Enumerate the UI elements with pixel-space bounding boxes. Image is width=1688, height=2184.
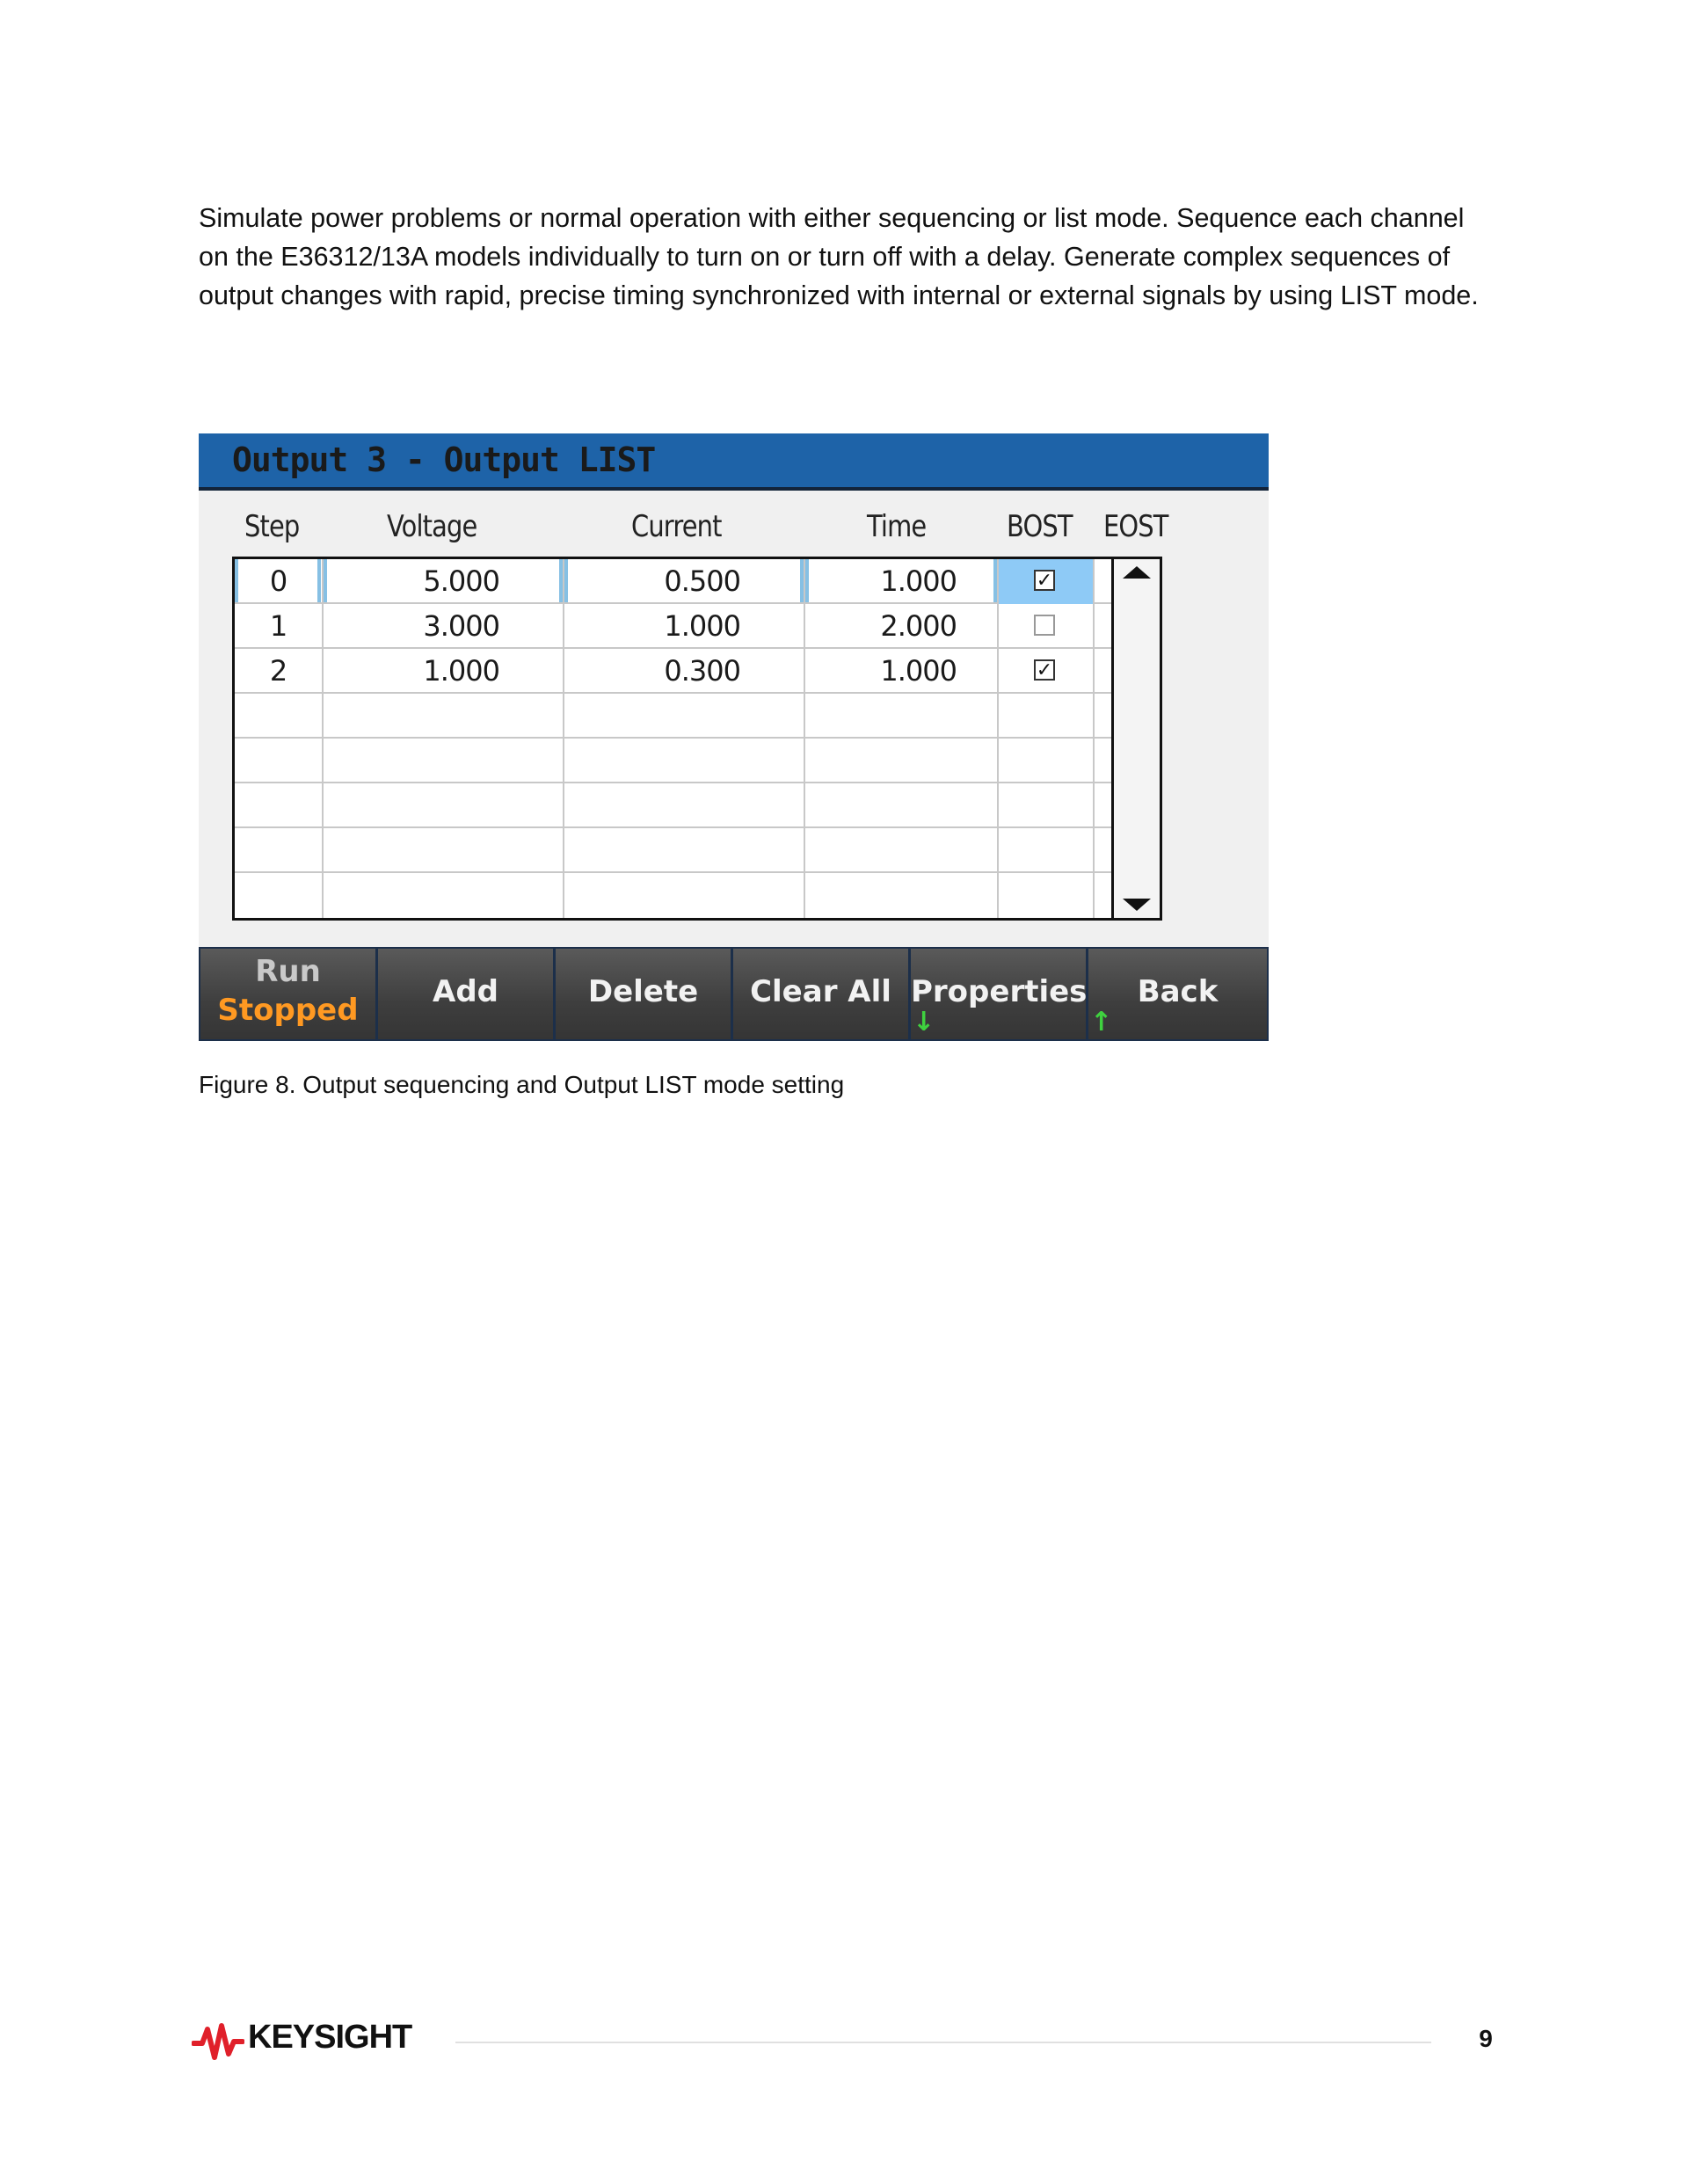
output-list-screen [199,433,1269,1041]
voltage-cell[interactable]: 1.000 [423,654,499,688]
screen-title: Output 3 - Output LIST [232,440,656,479]
current-cell[interactable]: 0.300 [664,654,740,688]
intro-paragraph: Simulate power problems or normal operation with either sequencing or list mode. Sequence each channel on the E36312/13A models individually to turn on or turn off with a delay. Generate complex sequences of output changes with rapid, precise timing synchronized with internal or external signals by using LIST mode. [199,203,1479,310]
column-header-current: Current [631,509,722,544]
bost-checkbox[interactable]: ✓ [1034,659,1055,681]
table-scrollbar[interactable] [1111,557,1162,921]
softkey-bar [199,947,1269,1041]
footer-divider [455,2042,1431,2043]
time-cell[interactable]: 1.000 [880,564,957,598]
bost-checkbox[interactable] [1034,615,1055,636]
step-cell[interactable]: 1 [269,609,287,643]
column-header-time: Time [867,509,927,544]
delete-button[interactable]: Delete [556,949,731,1039]
run-status: Stopped [217,993,359,1028]
run-label: Run [255,954,321,989]
column-header-step: Step [244,509,300,544]
keysight-logo-icon [192,2020,244,2063]
column-header-eost: EOST [1103,509,1168,544]
step-cell[interactable]: 0 [269,564,287,598]
column-header-bost: BOST [1007,509,1073,544]
properties-button[interactable]: Properties ↓ [911,949,1086,1039]
time-cell[interactable]: 2.000 [880,609,957,643]
down-arrow-icon: ↓ [913,1007,935,1037]
column-header-voltage: Voltage [387,509,477,544]
current-cell[interactable]: 0.500 [664,564,740,598]
voltage-cell[interactable]: 5.000 [423,564,499,598]
time-cell[interactable]: 1.000 [880,654,957,688]
step-cell[interactable]: 2 [269,654,287,688]
bost-checkbox[interactable]: ✓ [1034,570,1055,591]
clear-all-button[interactable]: Clear All [733,949,908,1039]
scroll-up-arrow-icon[interactable] [1123,566,1151,579]
keysight-logo-text: KEYSIGHT [248,2019,412,2056]
back-button[interactable]: Back ↑ [1088,949,1267,1039]
figure-caption: Figure 8. Output sequencing and Output LIST mode setting [199,1071,845,1098]
add-button[interactable]: Add [378,949,553,1039]
scroll-down-arrow-icon[interactable] [1123,899,1151,911]
table-row[interactable] [235,559,1114,604]
page-number: 9 [1479,2025,1493,2052]
voltage-cell[interactable]: 3.000 [423,609,499,643]
current-cell[interactable]: 1.000 [664,609,740,643]
title-bar [199,433,1269,491]
table-row[interactable] [235,604,1114,649]
up-arrow-icon: ↑ [1090,1007,1113,1037]
list-table [232,557,1114,921]
table-row[interactable] [235,649,1114,694]
run-stop-button[interactable] [200,949,375,1039]
